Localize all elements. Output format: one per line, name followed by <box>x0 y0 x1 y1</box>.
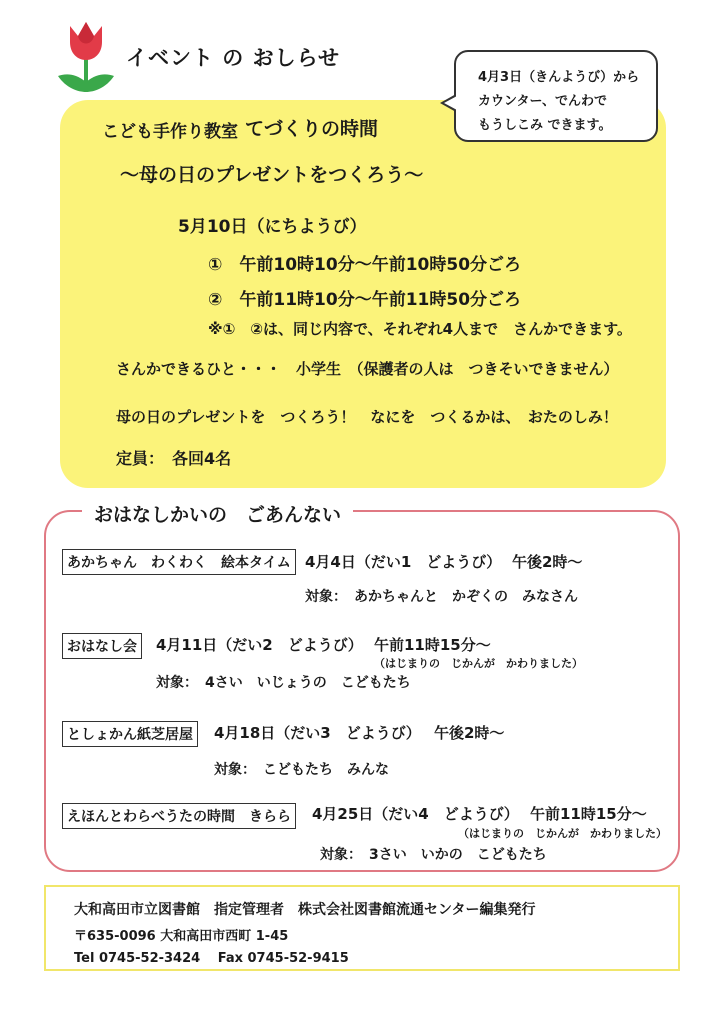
storytime-item-note: （はじまりの じかんが かわりました） <box>374 657 583 670</box>
event-session-2: ② 午前11時10分～午前11時50分ごろ <box>208 290 522 310</box>
storytime-item-time: 午後2時～ <box>512 553 583 571</box>
storytime-item-time: 午前11時15分～ <box>374 636 491 654</box>
callout-tail-inner <box>444 96 457 110</box>
event-session-1: ① 午前10時10分～午前10時50分ごろ <box>208 255 522 275</box>
event-note: ※① ②は、同じ内容で、それぞれ4人まで さんかできます。 <box>208 320 632 338</box>
storytime-item-name: としょかん紙芝居屋 <box>62 721 198 747</box>
storytime-heading: おはなしかいの ごあんない <box>82 500 353 527</box>
storytime-item-target: 対象： 3さい いかの こどもたち <box>320 847 547 863</box>
tulip-icon <box>56 16 116 102</box>
footer-contact: Tel 0745-52-3424 Fax 0745-52-9415 <box>74 951 349 966</box>
callout-line-1: 4月3日（きんようび）から <box>478 70 640 85</box>
event-subtitle: ～母の日のプレゼントをつくろう～ <box>120 164 424 186</box>
callout-line-3: もうしこみ できます。 <box>478 118 612 133</box>
registration-callout <box>454 50 658 142</box>
storytime-item-date: 4月11日（だい2 どようび） <box>156 636 363 654</box>
storytime-item-date: 4月18日（だい3 どようび） <box>214 724 421 742</box>
storytime-item-target: 対象： こどもたち みんな <box>214 762 389 778</box>
storytime-item-name: えほんとわらべうたの時間 きらら <box>62 803 296 829</box>
event-target: さんかできるひと・・・ 小学生 （保護者の人は つきそいできません） <box>116 360 619 378</box>
storytime-item-name: おはなし会 <box>62 633 142 659</box>
storytime-item-date: 4月25日（だい4 どようび） <box>312 805 519 823</box>
storytime-item-target: 対象： 4さい いじょうの こどもたち <box>156 675 411 691</box>
storytime-item-time: 午前11時15分～ <box>530 805 647 823</box>
event-capacity: 定員： 各回4名 <box>116 449 232 468</box>
storytime-item-time: 午後2時～ <box>434 724 505 742</box>
storytime-item-target: 対象： あかちゃんと かぞくの みなさん <box>305 589 578 605</box>
footer-publisher: 大和高田市立図書館 指定管理者 株式会社図書館流通センター編集発行 <box>74 902 536 918</box>
storytime-item-date: 4月4日（だい1 どようび） <box>305 553 502 571</box>
event-heading: イベント の おしらせ <box>126 46 340 70</box>
footer-address: 〒635-0096 大和高田市西町 1-45 <box>74 929 289 944</box>
event-class-label: こども手作り教室 <box>102 122 238 142</box>
callout-line-2: カウンター、でんわで <box>478 94 607 109</box>
event-title: てづくりの時間 <box>245 118 379 140</box>
footer-box <box>44 885 680 971</box>
storytime-item-note: （はじまりの じかんが かわりました） <box>458 827 667 840</box>
event-date: 5月10日（にちようび） <box>178 217 367 237</box>
event-panel <box>60 100 666 488</box>
storytime-item-name: あかちゃん わくわく 絵本タイム <box>62 549 296 575</box>
event-description: 母の日のプレゼントを つくろう！ なにを つくるかは、 おたのしみ！ <box>116 408 618 426</box>
